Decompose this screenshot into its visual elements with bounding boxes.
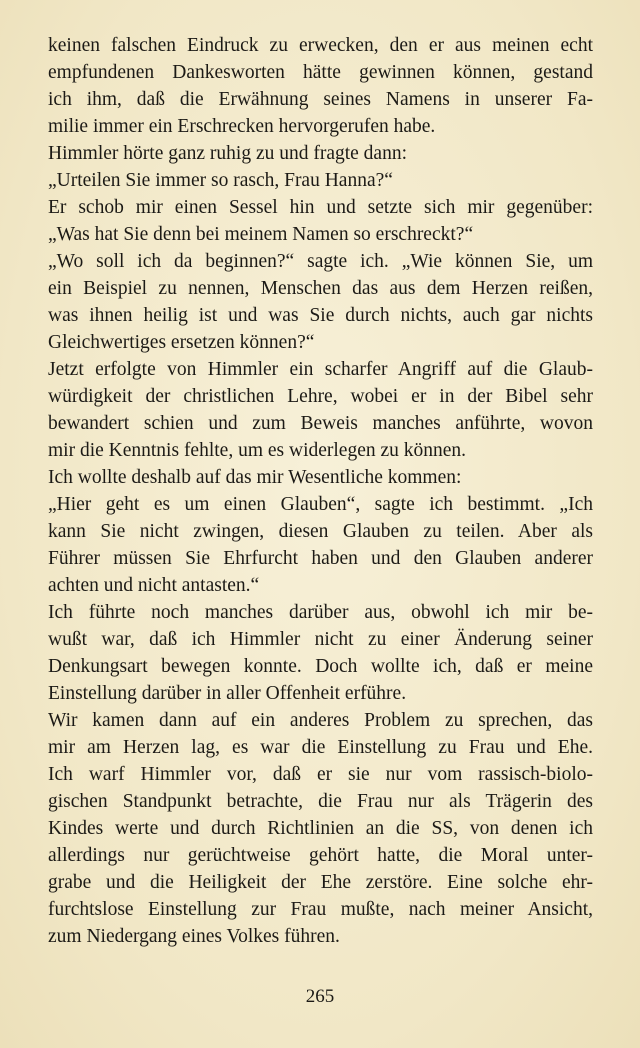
text-line: „Wo soll ich da beginnen?“ sagte ich. „Wie können Sie, um — [48, 251, 593, 272]
text-line: mir am Herzen lag, es war die Einstellung zu Frau und Ehe. — [48, 737, 593, 758]
text-line: ein Beispiel zu nennen, Menschen das aus dem Herzen reißen, — [48, 278, 593, 299]
text-line: Er schob mir einen Sessel hin und setzte sich mir gegenüber: — [48, 197, 593, 218]
text-line: Ich warf Himmler vor, daß er sie nur vom rassisch-biolo- — [48, 764, 593, 785]
text-line: wußt war, daß ich Himmler nicht zu einer Änderung seiner — [48, 629, 593, 650]
page-body — [48, 32, 593, 950]
text-line: mir die Kenntnis fehlte, um es widerlegen zu können. — [48, 440, 467, 461]
text-line: Gleichwertiges ersetzen können?“ — [48, 332, 315, 353]
text-line: empfundenen Dankesworten hätte gewinnen können, gestand — [48, 62, 593, 83]
text-line: „Hier geht es um einen Glauben“, sagte ich bestimmt. „Ich — [48, 494, 593, 515]
text-line: achten und nicht antasten.“ — [48, 575, 260, 596]
text-line: „Was hat Sie denn bei meinem Namen so erschreckt?“ — [48, 224, 474, 245]
text-line: Wir kamen dann auf ein anderes Problem zu sprechen, das — [48, 710, 593, 731]
text-line: keinen falschen Eindruck zu erwecken, den er aus meinen echt — [48, 35, 593, 56]
text-line: Kindes werte und durch Richtlinien an die SS, von denen ich — [48, 818, 593, 839]
text-line: gischen Standpunkt betrachte, die Frau nur als Trägerin des — [48, 791, 593, 812]
text-line: bewandert schien und zum Beweis manches anführte, wovon — [48, 413, 593, 434]
text-line: Führer müssen Sie Ehrfurcht haben und den Glauben anderer — [48, 548, 593, 569]
text-line: Ich führte noch manches darüber aus, obwohl ich mir be- — [48, 602, 593, 623]
text-line: furchtslose Einstellung zur Frau mußte, nach meiner Ansicht, — [48, 899, 593, 920]
text-line: grabe und die Heiligkeit der Ehe zerstöre. Eine solche ehr- — [48, 872, 593, 893]
text-line: Denkungsart bewegen konnte. Doch wollte ich, daß er meine — [48, 656, 593, 677]
text-line: was ihnen heilig ist und was Sie durch nichts, auch gar nichts — [48, 305, 593, 326]
page-number: 265 — [305, 986, 335, 1007]
text-line: Ich wollte deshalb auf das mir Wesentliche kommen: — [48, 467, 462, 488]
text-line: würdigkeit der christlichen Lehre, wobei er in der Bibel sehr — [48, 386, 593, 407]
text-line: Himmler hörte ganz ruhig zu und fragte dann: — [48, 143, 408, 164]
text-line: milie immer ein Erschrecken hervorgerufen habe. — [48, 116, 436, 137]
text-line: zum Niedergang eines Volkes führen. — [48, 926, 340, 947]
text-line: kann Sie nicht zwingen, diesen Glauben zu teilen. Aber als — [48, 521, 593, 542]
text-line: allerdings nur gerüchtweise gehört hatte, die Moral unter- — [48, 845, 593, 866]
text-line: ich ihm, daß die Erwähnung seines Namens in unserer Fa- — [48, 89, 593, 110]
text-line: Jetzt erfolgte von Himmler ein scharfer Angriff auf die Glaub- — [48, 359, 593, 380]
text-line: Einstellung darüber in aller Offenheit erführe. — [48, 683, 407, 704]
text-line: „Urteilen Sie immer so rasch, Frau Hanna?“ — [48, 170, 393, 191]
